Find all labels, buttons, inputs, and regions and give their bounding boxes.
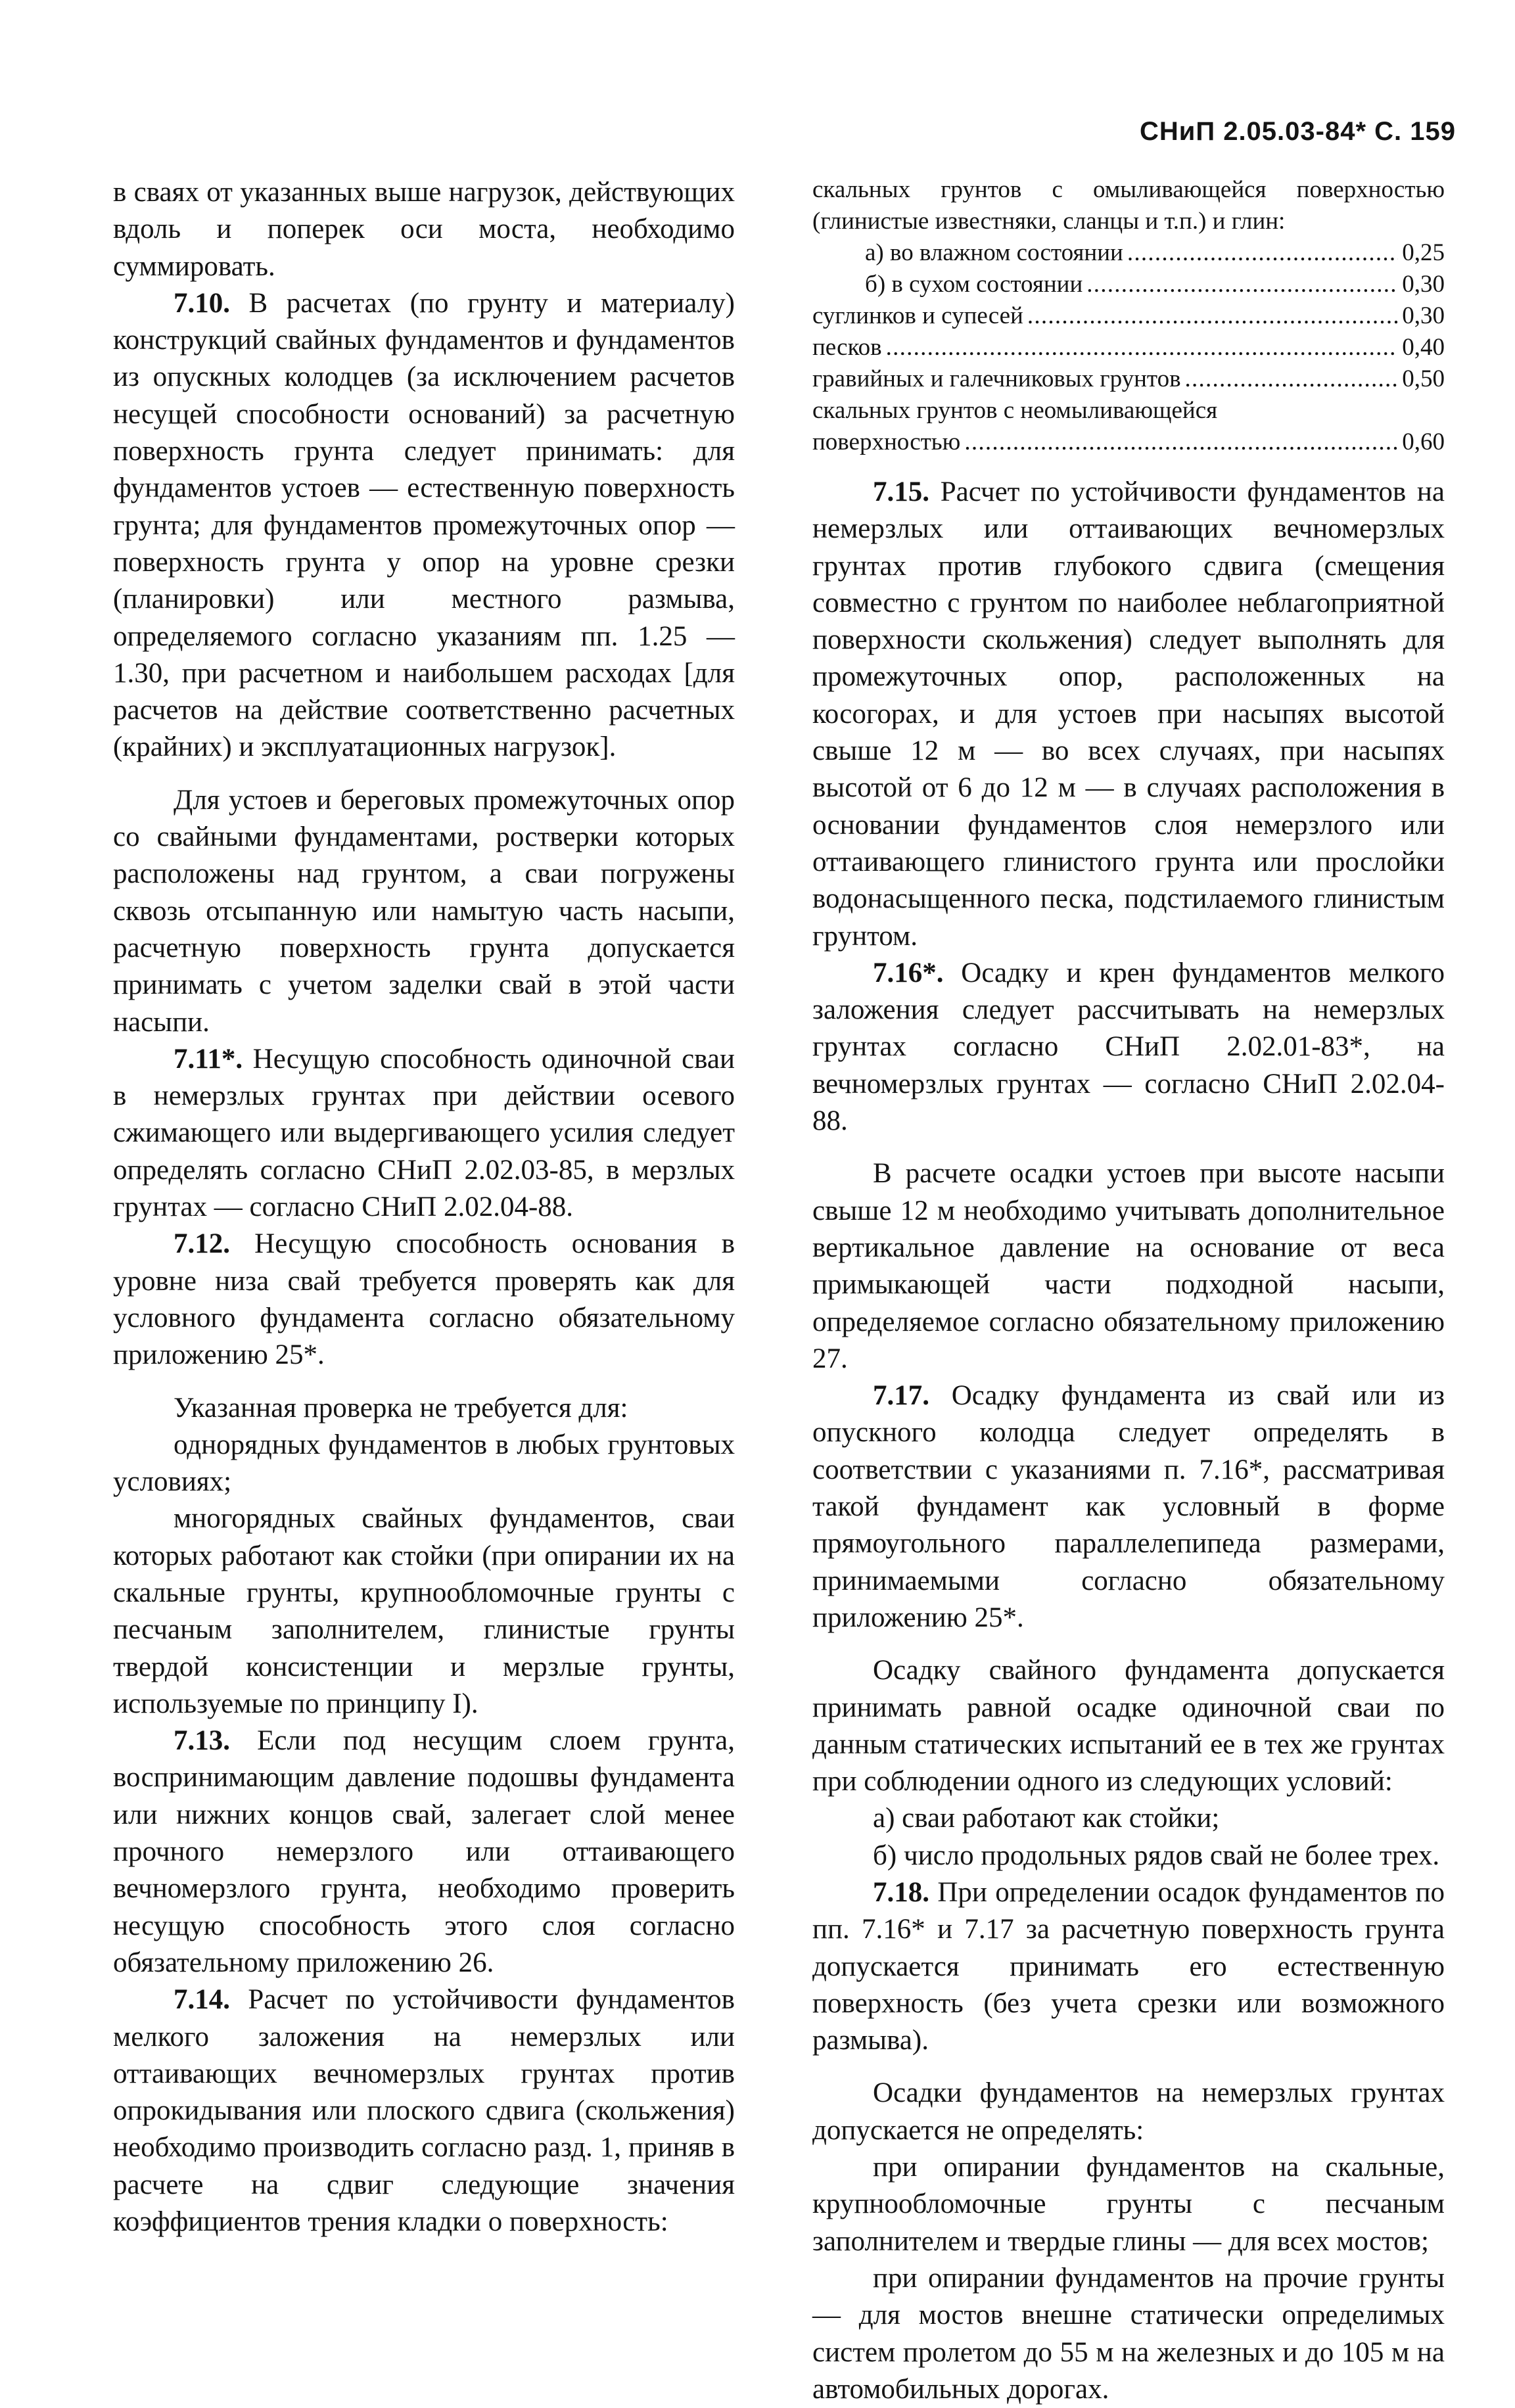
table-row xyxy=(812,363,1445,395)
paragraph-text: Несущую способность одиночной сваи в немерзлых грунтах при действии осевого сжимающего или выдергивающего усилия следует определять согласно СНиП 2.02.03-85, в мерзлых грунтах — согласно СНиП 2.02.04-88. xyxy=(113,1043,735,1223)
table-row-label: поверхностью xyxy=(812,428,961,455)
paragraph-text: Осадку и крен фундаментов мелкого заложения следует рассчитывать на немерзлых грунтах согласно СНиП 2.02.01-83*, на вечномерзлых грунтах — согласно СНиП 2.02.04-88. xyxy=(812,957,1445,1137)
leader-dots xyxy=(886,332,1399,363)
friction-coefficient-table xyxy=(812,174,1445,458)
paragraph xyxy=(812,1800,1445,1837)
paragraph xyxy=(113,1390,735,1427)
paragraph-text: Если под несущим слоем грунта, воспринимающим давление подошвы фундамента или нижних концов свай, залегает слой менее прочного немерзлого или оттаивающего вечномерзлого грунта, необходимо проверить несущую способность этого слоя согласно обязательному приложению 26. xyxy=(113,1725,735,1978)
paragraph-text: однорядных фундаментов в любых грунтовых условиях; xyxy=(113,1429,735,1498)
paragraph-text: многорядных свайных фундаментов, сваи которых работают как стойки (при опирании их на скальные грунты, крупнообломочные грунты с песчаным заполнителем, глинистые грунты твердой консистенции и мерзлые грунты, используемые по принципу I). xyxy=(113,1503,735,1719)
paragraph xyxy=(812,2075,1445,2149)
table-row-label: суглинков и супесей xyxy=(812,302,1023,329)
table-row xyxy=(812,332,1445,363)
paragraph-text: Осадки фундаментов на немерзлых грунтах допускается не определять: xyxy=(812,2077,1445,2146)
table-row xyxy=(812,269,1445,300)
table-row xyxy=(812,427,1445,458)
leader-dots xyxy=(1127,237,1398,269)
paragraph xyxy=(113,782,735,1041)
paragraph-text: Для устоев и береговых промежуточных опор со свайными фундаментами, ростверки которых расположены над грунтом, а сваи погружены сквозь отсыпанную или намытую часть насыпи, расчетную поверхность грунта допускается принимать с учетом заделки свай в этой части насыпи. xyxy=(113,784,735,1038)
paragraph xyxy=(113,1981,735,2240)
table-row xyxy=(812,300,1445,332)
paragraph-text: Указанная проверка не требуется для: xyxy=(174,1392,628,1424)
leader-dots xyxy=(1086,269,1398,300)
clause-number: 7.11*. xyxy=(174,1043,243,1075)
paragraph xyxy=(113,1500,735,1723)
paragraph-text: Расчет по устойчивости фундаментов мелкого заложения на немерзлых или оттаивающих вечномерзлых грунтах против опрокидывания или плоского сдвига (скольжения) необходимо производить согласно разд. 1, приняв в расчете на сдвиг следующие значения коэффициентов трения кладки о поверхность: xyxy=(113,1984,735,2238)
paragraph xyxy=(113,174,735,285)
table-row-label: гравийных и галечниковых грунтов xyxy=(812,365,1181,392)
paragraph-text: При определении осадок фундаментов по пп. 7.16* и 7.17 за расчетную поверхность грунта допускается принимать его естественную поверхность (без учета срезки или возможного размыва). xyxy=(812,1876,1445,2056)
paragraph xyxy=(812,955,1445,1140)
clause-number: 7.10. xyxy=(174,287,230,319)
right-column xyxy=(812,174,1445,2408)
table-row-label: песков xyxy=(812,334,882,361)
page-header: СНиП 2.05.03-84* С. 159 xyxy=(1139,117,1456,146)
paragraph-text: при опирании фундаментов на прочие грунты — для мостов внешне статически определимых систем пролетом до 55 м на железных и до 105 м на автомобильных дорогах. xyxy=(812,2262,1445,2405)
clause-number: 7.18. xyxy=(873,1876,929,1908)
paragraph xyxy=(812,1155,1445,1378)
table-last-intro: скальных грунтов с неомыливающейся xyxy=(812,397,1218,424)
clause-number: 7.14. xyxy=(174,1984,230,2016)
clause-number: 7.13. xyxy=(174,1725,230,1757)
table-row-value: 0,40 xyxy=(1402,334,1445,361)
paragraph xyxy=(113,1723,735,1981)
paragraph-text: Осадку фундамента из свай или из опускного колодца следует определять в соответствии с указаниями п. 7.16*, рассматривая такой фундамент как условный в форме прямоугольного параллелепипеда размерами, принимаемыми согласно обязательному приложению 25*. xyxy=(812,1380,1445,1633)
clause-number: 7.12. xyxy=(174,1228,230,1260)
paragraph xyxy=(812,2260,1445,2408)
table-row-value: 0,50 xyxy=(1402,365,1445,392)
table-intro: скальных грунтов с омыливающейся поверхностью (глинистые известняки, сланцы и т.п.) и глин: xyxy=(812,176,1445,235)
paragraph xyxy=(812,474,1445,955)
paragraph-text: б) число продольных рядов свай не более трех. xyxy=(873,1840,1440,1871)
leader-dots xyxy=(1027,300,1398,332)
paragraph-text: а) сваи работают как стойки; xyxy=(873,1803,1220,1834)
paragraph xyxy=(113,1226,735,1374)
paragraph-text: Несущую способность основания в уровне низа свай требуется проверять как для условного фундамента согласно обязательному приложению 25*. xyxy=(113,1228,735,1371)
table-row-label: б) в сухом состоянии xyxy=(865,271,1083,298)
table-row-value: 0,25 xyxy=(1402,239,1445,266)
leader-dots xyxy=(1185,363,1399,395)
paragraph xyxy=(113,1041,735,1226)
paragraph xyxy=(812,1838,1445,1874)
table-row xyxy=(812,237,1445,269)
table-row-label: а) во влажном состоянии xyxy=(865,239,1123,266)
table-row-value: 0,60 xyxy=(1402,428,1445,455)
clause-number: 7.16*. xyxy=(873,957,944,988)
paragraph-text: В расчете осадки устоев при высоте насыпи свыше 12 м необходимо учитывать дополнительное вертикальное давление на основание от веса примыкающей части подходной насыпи, определяемое согласно обязательному приложению 27. xyxy=(812,1158,1445,1374)
paragraph xyxy=(812,1378,1445,1636)
leader-dots xyxy=(964,427,1398,458)
paragraph xyxy=(113,1427,735,1501)
paragraph xyxy=(812,2149,1445,2260)
clause-number: 7.17. xyxy=(873,1380,929,1412)
table-row-value: 0,30 xyxy=(1402,302,1445,329)
left-column xyxy=(113,174,735,2240)
paragraph xyxy=(812,1652,1445,1800)
paragraph-text: Осадку свайного фундамента допускается принимать равной осадке одиночной сваи по данным статических испытаний ее в тех же грунтах при соблюдении одного из следующих условий: xyxy=(812,1655,1445,1797)
table-row-value: 0,30 xyxy=(1402,271,1445,298)
paragraph xyxy=(812,1874,1445,2059)
paragraph-text: при опирании фундаментов на скальные, крупнообломочные грунты с песчаным заполнителем и твердые глины — для всех мостов; xyxy=(812,2152,1445,2257)
paragraph-text: Расчет по устойчивости фундаментов на немерзлых или оттаивающих вечномерзлых грунтах против глубокого сдвига (смещения совместно с грунтом по наиболее неблагоприятной поверхности скольжения) следует выполнять для промежуточных опор, расположенных на косогорах, и для устоев при насыпях высотой свыше 12 м — во всех случаях, при насыпях высотой от 6 до 12 м — в случаях расположения в основании фундаментов слоя немерзлого или оттаивающего глинистого грунта или прослойки водонасыщенного песка, подстилаемого глинистым грунтом. xyxy=(812,476,1445,952)
paragraph-text: в сваях от указанных выше нагрузок, действующих вдоль и поперек оси моста, необходимо суммировать. xyxy=(113,177,735,282)
paragraph xyxy=(113,285,735,766)
clause-number: 7.15. xyxy=(873,476,929,507)
paragraph-text: В расчетах (по грунту и материалу) конструкций свайных фундаментов и фундаментов из опускных колодцев (за исключением расчетов несущей способности оснований) за расчетную поверхность грунта следует принимать: для фундаментов устоев — естественную поверхность грунта; для фундаментов промежуточных опор — поверхность грунта у опор на уровне срезки (планировки) или местного размыва, определяемого согласно указаниям пп. 1.25 — 1.30, при расчетном и наибольшем расходах [для расчетов на действие соответственно расчетных (крайних) и эксплуатационных нагрузок]. xyxy=(113,287,735,763)
